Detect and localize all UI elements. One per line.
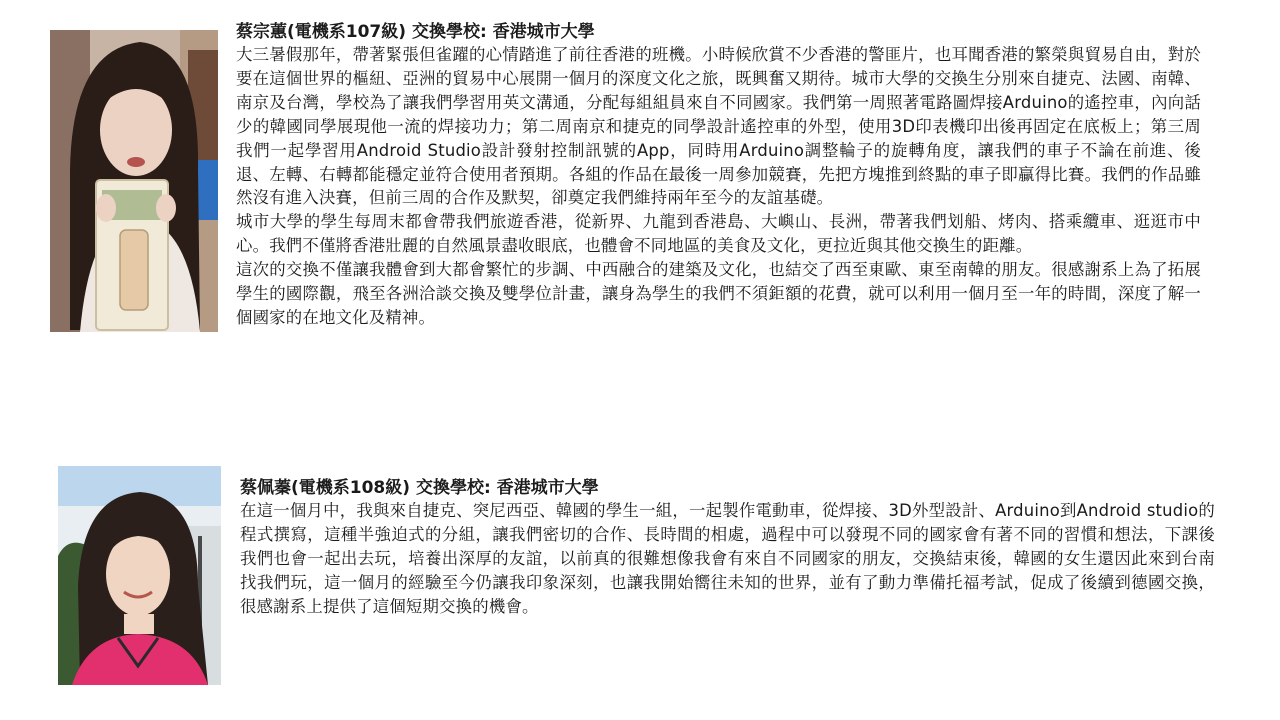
student-photo-2 — [58, 466, 221, 685]
portrait-image-1 — [50, 30, 218, 332]
entry-paragraph: 城市大學的學生每周末都會帶我們旅遊香港，從新界、九龍到香港島、大嶼山、長洲，帶著我們划船、烤肉、搭乘纜車、逛逛市中心。我們不僅將香港壯麗的自然風景盡收眼底，也體會不同地區的美食及文化，更拉近與其他交換生的距離。 — [236, 212, 1201, 256]
entry-text-1 — [236, 21, 1201, 330]
entry-paragraph: 大三暑假那年，帶著緊張但雀躍的心情踏進了前往香港的班機。小時候欣賞不少香港的警匪片，也耳聞香港的繁榮與貿易自由，對於要在這個世界的樞紐、亞洲的貿易中心展開一個月的深度文化之旅，既興奮又期待。城市大學的交換生分別來自捷克、法國、南韓、南京及台灣，學校為了讓我們學習用英文溝通，分配每組組員來自不同國家。我們第一周照著電路圖焊接Arduino的遙控車，內向話少的韓國同學展現他一流的焊接功力；第二周南京和捷克的同學設計遙控車的外型，使用3D印表機印出後再固定在底板上；第三周我們一起學習用Android Studio設計發射控制訊號的App，同時用Arduino調整輪子的旋轉角度，讓我們的車子不論在前進、後退、左轉、右轉都能穩定並符合使用者預期。各組的作品在最後一周參加競賽，先把方塊推到終點的車子即贏得比賽。我們的作品雖然沒有進入決賽，但前三周的合作及默契，卻奠定我們維持兩年至今的友誼基礎。 — [236, 45, 1201, 208]
portrait-image-2 — [58, 466, 221, 685]
entry-paragraph: 在這一個月中，我與來自捷克、突尼西亞、韓國的學生一組，一起製作電動車，從焊接、3D外型設計、Arduino到Android studio的程式撰寫，這種半強迫式的分組，讓我們密切的合作、長時間的相處，過程中可以發現不同的國家會有著不同的習慣和想法，下課後我們也會一起出去玩，培養出深厚的友誼，以前真的很難想像我會有來自不同國家的朋友，交換結束後，韓國的女生還因此來到台南找我們玩，這一個月的經驗至今仍讓我印象深刻，也讓我開始嚮往未知的世界，並有了動力準備托福考試，促成了後續到德國交換，很感謝系上提供了這個短期交換的機會。 — [240, 501, 1215, 616]
entry-text-2 — [240, 477, 1215, 619]
entry-heading-1: 蔡宗蕙(電機系107級) 交換學校: 香港城市大學 — [236, 22, 595, 42]
entry-paragraph: 這次的交換不僅讓我體會到大都會繁忙的步調、中西融合的建築及文化，也結交了西至東歐、東至南韓的朋友。很感謝系上為了拓展學生的國際觀，飛至各洲洽談交換及雙學位計畫，讓身為學生的我們不須鉅額的花費，就可以利用一個月至一年的時間，深度了解一個國家的在地文化及精神。 — [236, 260, 1201, 327]
entry-heading-2: 蔡佩蓁(電機系108級) 交換學校: 香港城市大學 — [240, 478, 599, 498]
student-photo-1 — [50, 30, 218, 332]
